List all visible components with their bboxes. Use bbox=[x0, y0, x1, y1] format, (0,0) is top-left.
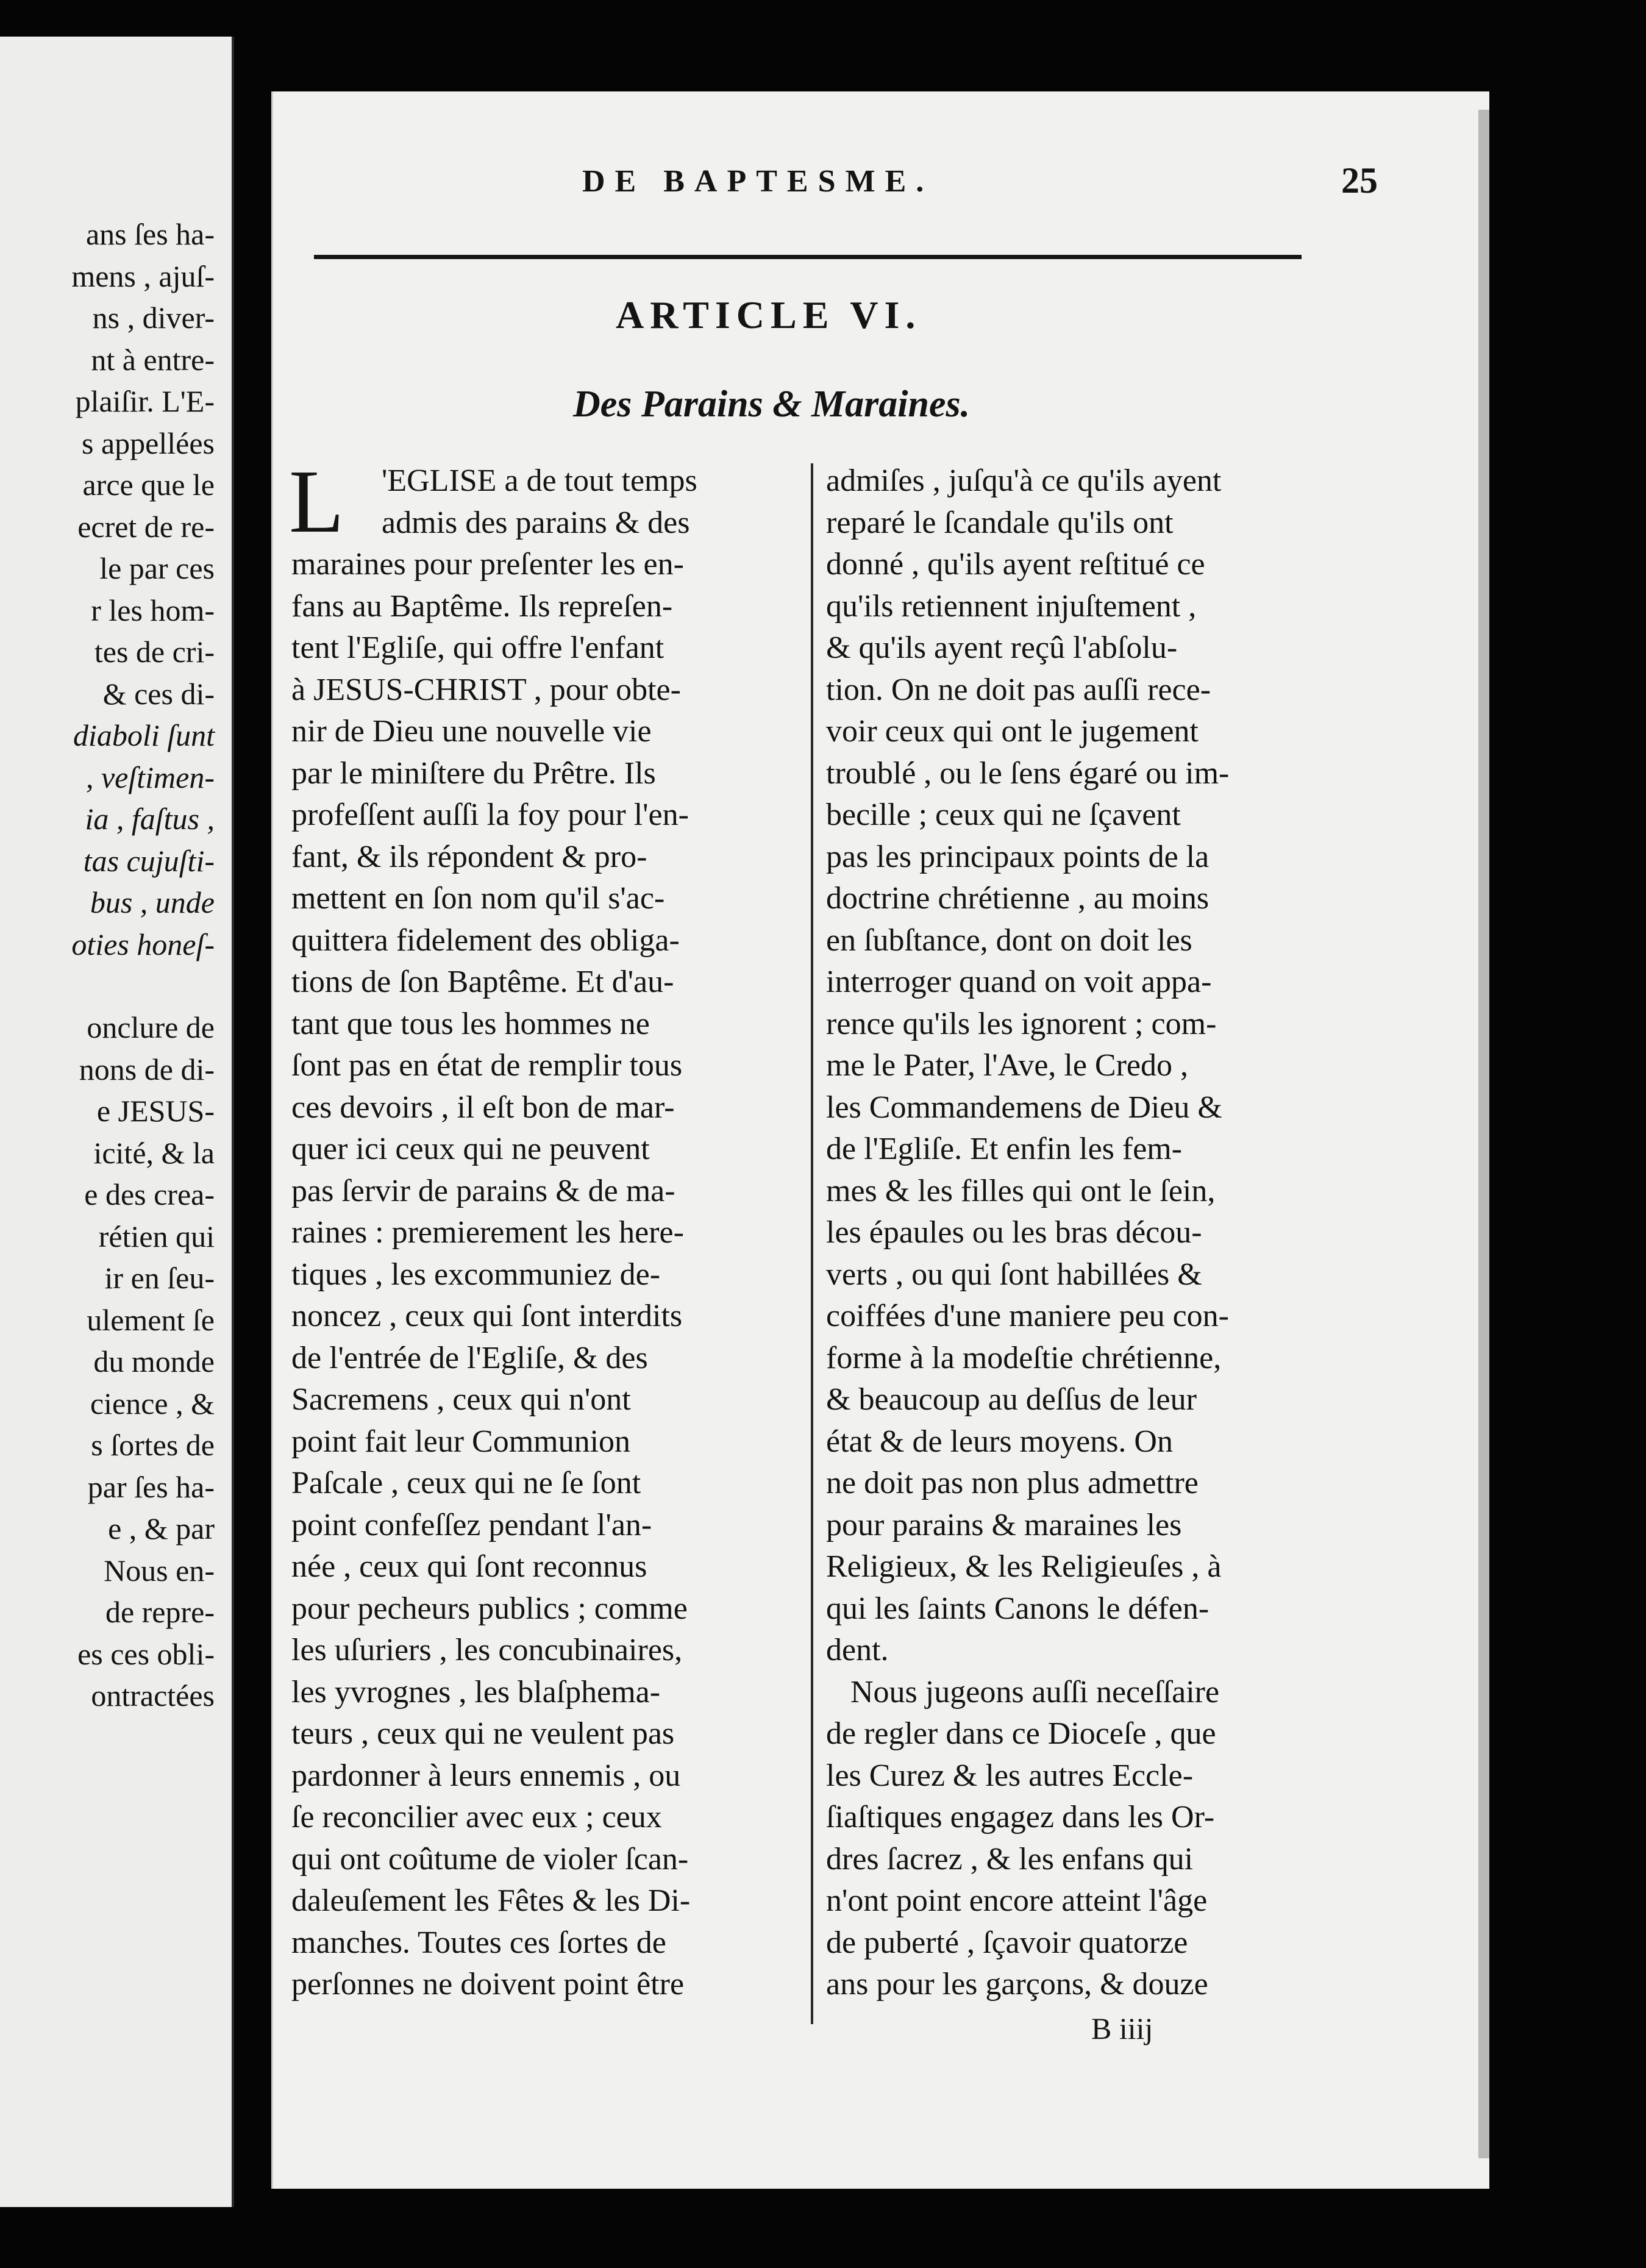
facing-page-line bbox=[71, 965, 215, 1007]
text-line: perſonnes ne doivent point être bbox=[291, 1967, 685, 2002]
facing-page-line: oties honeſ- bbox=[71, 927, 215, 961]
facing-page-line: mens , ajuſ- bbox=[71, 259, 215, 293]
text-line: pas les principaux points de la bbox=[826, 839, 1210, 874]
facing-page-line: nt à entre- bbox=[91, 342, 215, 377]
text-line: Religieux, & les Religieuſes , à bbox=[826, 1549, 1222, 1584]
text-line: tant que tous les hommes ne bbox=[291, 1006, 650, 1041]
text-line: n'ont point encore atteint l'âge bbox=[826, 1883, 1208, 1918]
facing-page-line: Nous en- bbox=[104, 1553, 215, 1588]
facing-page-line: r les hom- bbox=[91, 593, 215, 627]
text-line: forme à la modeſtie chrétienne, bbox=[826, 1340, 1222, 1375]
text-line: fans au Baptême. Ils repreſen- bbox=[291, 588, 673, 624]
text-line: & beaucoup au deſſus de leur bbox=[826, 1382, 1197, 1417]
text-column-left bbox=[289, 452, 791, 2006]
text-line: ſiaſtiques engagez dans les Or- bbox=[826, 1800, 1215, 1835]
text-line: de regler dans ce Dioceſe , que bbox=[826, 1716, 1216, 1751]
text-line: Paſcale , ceux qui ne ſe ſont bbox=[291, 1466, 641, 1500]
text-line: voir ceux qui ont le jugement bbox=[826, 714, 1199, 749]
text-line: de l'entrée de l'Egliſe, & des bbox=[291, 1340, 648, 1375]
facing-page-line: par ſes ha- bbox=[87, 1469, 215, 1504]
text-line: 'EGLISE a de tout temps bbox=[382, 463, 697, 498]
facing-page-line: s appellées bbox=[82, 426, 215, 460]
text-line: point fait leur Communion bbox=[291, 1424, 631, 1459]
text-line: verts , ou qui ſont habillées & bbox=[826, 1257, 1202, 1292]
text-line: par le miniſtere du Prêtre. Ils bbox=[291, 755, 656, 791]
text-line: & qu'ils ayent reçû l'abſolu- bbox=[826, 630, 1178, 665]
text-line: interroger quand on voit appa- bbox=[826, 965, 1212, 999]
facing-page-line: tes de cri- bbox=[94, 635, 215, 669]
facing-page-line: tas cujuſti- bbox=[83, 843, 215, 878]
text-line: les Commandemens de Dieu & bbox=[826, 1089, 1222, 1125]
text-line: profeſſent auſſi la foy pour l'en- bbox=[291, 797, 689, 832]
text-line: coiffées d'une maniere peu con- bbox=[826, 1299, 1229, 1333]
facing-page-line: onclure de bbox=[87, 1010, 215, 1044]
article-title: ARTICLE VI. bbox=[616, 293, 922, 337]
text-line: fant, & ils répondent & pro- bbox=[291, 839, 647, 874]
text-line: nir de Dieu une nouvelle vie bbox=[291, 714, 652, 749]
text-line: les uſuriers , les concubinaires, bbox=[291, 1633, 683, 1667]
text-line: tions de ſon Baptême. Et d'au- bbox=[291, 965, 674, 999]
text-line: manches. Toutes ces ſortes de bbox=[291, 1925, 666, 1960]
facing-page-line: ia , faſtus , bbox=[85, 802, 215, 836]
text-line: les épaules ou les bras décou- bbox=[826, 1215, 1202, 1250]
running-head: DE BAPTESME. bbox=[582, 164, 934, 199]
text-line: Nous jugeons auſſi neceſſaire bbox=[850, 1674, 1220, 1710]
text-line: Sacremens , ceux qui n'ont bbox=[291, 1382, 631, 1417]
drop-cap: L bbox=[289, 452, 344, 552]
facing-page-line: diaboli ſunt bbox=[73, 718, 215, 752]
text-line: pas ſervir de parains & de ma- bbox=[291, 1173, 675, 1208]
text-line: point confeſſez pendant l'an- bbox=[291, 1507, 652, 1542]
text-line: rence qu'ils les ignorent ; com- bbox=[826, 1006, 1217, 1041]
text-column-right bbox=[826, 460, 1332, 2006]
facing-page-line: ir en ſeu- bbox=[104, 1261, 215, 1295]
text-line: ne doit pas non plus admettre bbox=[826, 1466, 1199, 1500]
text-line: becille ; ceux qui ne ſçavent bbox=[826, 797, 1181, 832]
text-line: daleuſement les Fêtes & les Di- bbox=[291, 1883, 691, 1918]
facing-page-line: s ſortes de bbox=[91, 1428, 215, 1462]
text-line: dent. bbox=[826, 1633, 889, 1667]
text-line: admis des parains & des bbox=[382, 505, 690, 540]
text-line: ces devoirs , il eſt bon de mar- bbox=[291, 1089, 675, 1125]
text-line: donné , qu'ils ayent reſtitué ce bbox=[826, 547, 1205, 582]
facing-page-line: e des crea- bbox=[84, 1177, 215, 1211]
facing-page-line: nons de di- bbox=[79, 1052, 215, 1086]
text-line: teurs , ceux qui ne veulent pas bbox=[291, 1716, 675, 1751]
facing-page-line: & ces di- bbox=[102, 676, 215, 711]
text-line: à JESUS-CHRIST , pour obte- bbox=[291, 672, 681, 707]
text-line: de puberté , ſçavoir quatorze bbox=[826, 1925, 1188, 1960]
page-edge bbox=[1478, 110, 1489, 2158]
text-line: ſont pas en état de remplir tous bbox=[291, 1048, 683, 1083]
text-line: pour parains & maraines les bbox=[826, 1507, 1182, 1542]
text-line: doctrine chrétienne , au moins bbox=[826, 881, 1210, 916]
text-line: quittera fidelement des obliga- bbox=[291, 922, 680, 958]
text-line: raines : premierement les here- bbox=[291, 1215, 684, 1250]
page-number: 25 bbox=[1341, 160, 1378, 201]
text-line: reparé le ſcandale qu'ils ont bbox=[826, 505, 1174, 540]
facing-page-line: plaiſir. L'E- bbox=[75, 384, 215, 418]
text-line: en ſubſtance, dont on doit les bbox=[826, 922, 1192, 958]
text-line: pardonner à leurs ennemis , ou bbox=[291, 1758, 681, 1793]
text-line: état & de leurs moyens. On bbox=[826, 1424, 1173, 1459]
facing-page-line: , veſtimen- bbox=[85, 760, 215, 794]
facing-page-line: cience , & bbox=[90, 1386, 215, 1421]
text-line: les Curez & les autres Eccle- bbox=[826, 1758, 1194, 1793]
facing-page-line: bus , unde bbox=[90, 885, 215, 919]
text-line: ans pour les garçons, & douze bbox=[826, 1967, 1208, 2002]
text-line: dres ſacrez , & les enfans qui bbox=[826, 1841, 1194, 1877]
text-line: tion. On ne doit pas auſſi rece- bbox=[826, 672, 1211, 707]
facing-page-line: de repre- bbox=[105, 1595, 215, 1629]
signature-mark: B iiij bbox=[1091, 2011, 1153, 2045]
text-line: quer ici ceux qui ne peuvent bbox=[291, 1132, 650, 1166]
text-line: née , ceux qui ſont reconnus bbox=[291, 1549, 647, 1584]
facing-page-line: rétien qui bbox=[98, 1219, 215, 1253]
text-line: maraines pour preſenter les en- bbox=[291, 547, 684, 582]
facing-page-line: le par ces bbox=[99, 551, 215, 585]
text-line: troublé , ou le ſens égaré ou im- bbox=[826, 755, 1230, 791]
facing-page-line: ecret de re- bbox=[77, 509, 215, 544]
text-line: les yvrognes , les blaſphema- bbox=[291, 1674, 661, 1710]
text-line: tiques , les excommuniez de- bbox=[291, 1257, 661, 1292]
text-line: qui ont coûtume de violer ſcan- bbox=[291, 1841, 689, 1877]
facing-page-line: arce que le bbox=[82, 468, 215, 502]
text-line: de l'Egliſe. Et enfin les fem- bbox=[826, 1132, 1183, 1166]
text-line: me le Pater, l'Ave, le Credo , bbox=[826, 1048, 1189, 1083]
text-line: ſe reconcilier avec eux ; ceux bbox=[291, 1800, 662, 1835]
facing-page-line: ns , diver- bbox=[92, 301, 215, 335]
facing-page-line: ans ſes ha- bbox=[85, 217, 215, 251]
text-line: mes & les filles qui ont le ſein, bbox=[826, 1173, 1216, 1208]
facing-page-text bbox=[71, 213, 215, 1717]
facing-page-line: du monde bbox=[93, 1344, 215, 1378]
facing-page-line: ulement ſe bbox=[87, 1302, 215, 1337]
text-line: qu'ils retiennent injuſtement , bbox=[826, 588, 1197, 624]
facing-page-line: e , & par bbox=[108, 1511, 215, 1546]
text-line: admiſes , juſqu'à ce qu'ils ayent bbox=[826, 463, 1222, 498]
column-divider bbox=[811, 463, 813, 2024]
section-title: Des Parains & Maraines. bbox=[573, 383, 971, 425]
text-line: noncez , ceux qui ſont interdits bbox=[291, 1299, 683, 1333]
facing-page-line: e JESUS- bbox=[96, 1094, 215, 1128]
facing-page-fragment bbox=[0, 37, 234, 2207]
text-line: qui les ſaints Canons le défen- bbox=[826, 1591, 1210, 1626]
text-line: pour pecheurs publics ; comme bbox=[291, 1591, 688, 1626]
header-rule bbox=[314, 255, 1302, 259]
text-line: tent l'Egliſe, qui offre l'enfant bbox=[291, 630, 664, 665]
facing-page-line: icité, & la bbox=[93, 1135, 215, 1170]
facing-page-line: es ces obli- bbox=[77, 1636, 215, 1671]
text-line: mettent en ſon nom qu'il s'ac- bbox=[291, 881, 665, 916]
facing-page-line: ontractées bbox=[91, 1678, 215, 1713]
